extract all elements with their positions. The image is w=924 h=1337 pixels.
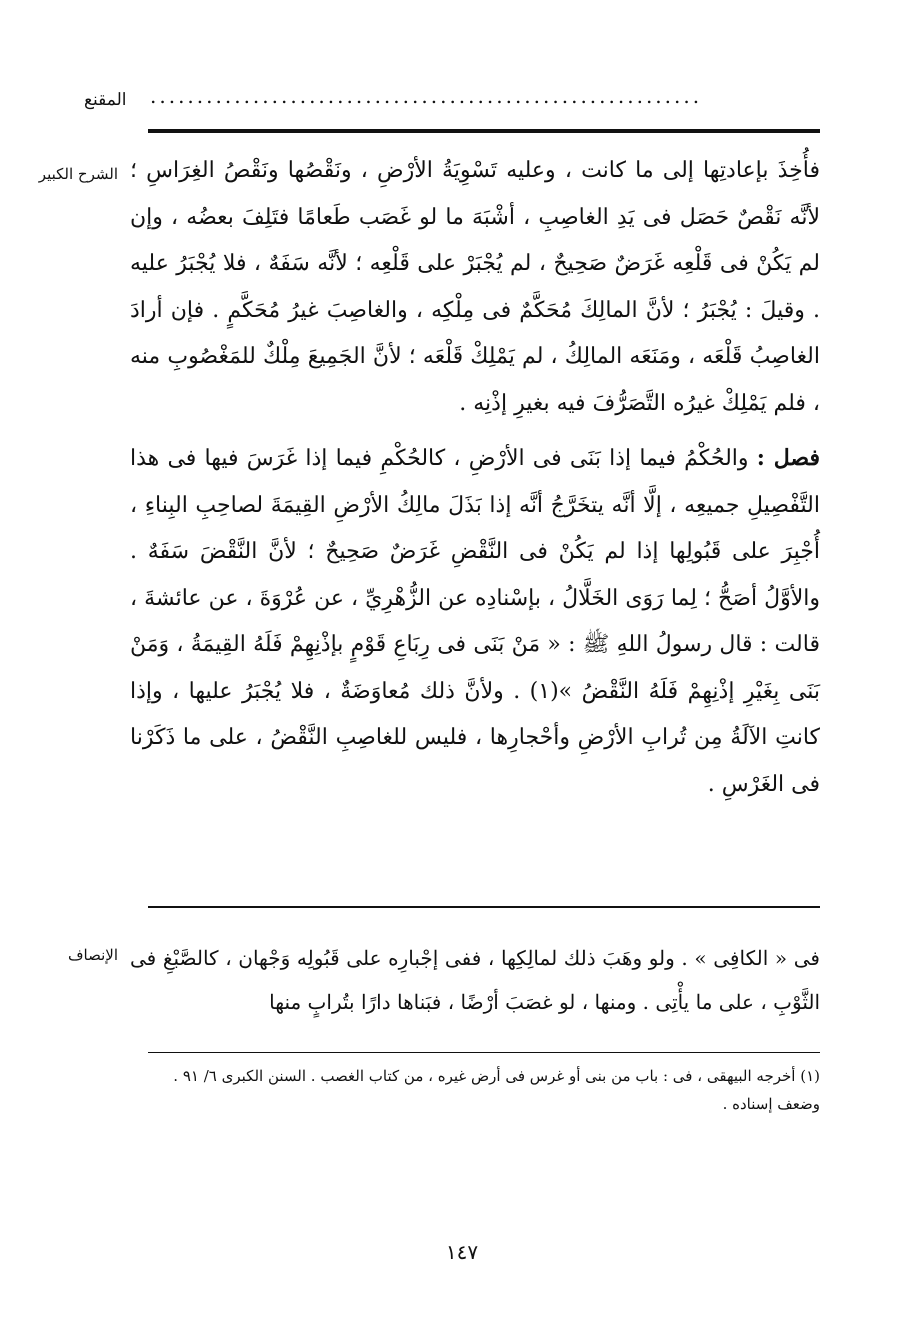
page-number: ١٤٧ (445, 1240, 479, 1264)
fasl-heading: فصل : (756, 445, 820, 471)
paragraph-2 (130, 435, 820, 808)
section-divider (148, 906, 820, 908)
footnote-rule (148, 1052, 820, 1053)
paragraph-1: فأُخِذَ بإعادتِها إلى ما كانت ، وعليه تَسْوِيَةُ الأرْضِ ، ونَقْصُها ونَقْصُ الغِرَاسِ ؛ لأنَّه نَقْصٌ حَصَل فى يَدِ الغاصِبِ ، أشْبَهَ ما لو غَصَب طَعامًا فتَلِفَ بعضُه ، وإن لم يَكُنْ فى قَلْعِه غَرَضٌ صَحِيحٌ ، لم يُجْبَرْ على قَلْعِه ؛ لأنَّه سَفَهٌ ، فلا يُجْبَرُ عليه . وقيلَ : يُجْبَرُ ؛ لأنَّ المالِكَ مُحَكَّمٌ فى مِلْكِه ، والغاصِبَ غيرُ مُحَكَّمٍ . فإن أرادَ الغاصِبُ قَلْعَه ، ومَنَعَه المالِكُ ، لم يَمْلِكْ قَلْعَه ؛ لأنَّ الجَمِيعَ مِلْكٌ للمَغْصُوبِ منه ، فلم يَمْلِكْ غيرُه التَّصَرُّفَ فيه بغيرِ إذْنِه . (130, 158, 820, 416)
commentary-text (130, 148, 820, 808)
header-rule (148, 129, 820, 133)
paragraph-2-text: والحُكْمُ فيما إذا بَنَى فى الأرْضِ ، كالحُكْمِ فيما إذا غَرَسَ فيها فى هذا التَّفْصِيلِ جميعِه ، إلَّا أنَّه يتخَرَّجُ أنَّه إذا بَذَلَ مالِكُ الأرْضِ القِيمَةَ لصاحِبِ البِناءِ ، أُجْبِرَ على قَبُولِها إذا لم يَكُنْ فى النَّقْضِ غَرَضٌ صَحِيحٌ ؛ لأنَّ النَّقْضَ سَفَهٌ . والأوَّلُ أصَحُّ ؛ لِما رَوَى الخَلَّالُ ، بإسْنادِه عن الزُّهْرِيِّ ، عن عُرْوَةَ ، عن عائشةَ ، قالت : قال رسولُ اللهِ ﷺ : « مَنْ بَنَى فى رِبَاعِ قَوْمٍ بإذْنِهِمْ فَلَهُ القِيمَةُ ، وَمَنْ بَنَى بِغَيْرِ إذْنِهِمْ فَلَهُ النَّقْضُ »(١) . ولأنَّ ذلك مُعاوَضَةٌ ، فلا يُجْبَرُ عليها ، وإذا كانتِ الآلَةُ مِن تُرابِ الأرْضِ وأحْجارِها ، فليس للغاصِبِ النَّقْضُ ، على ما ذَكَرْنا فى الغَرْسِ . (130, 446, 820, 797)
book-title: المقنع (84, 90, 127, 110)
insaf-label: الإنصاف (67, 946, 118, 964)
footnote: (١) أخرجه البيهقى ، فى : باب من بنى أو غرس فى أرض غيره ، من كتاب الغصب . السنن الكبرى ٦/ ٩١ . وضعف إسناده . (173, 1067, 820, 1113)
insaf-text: فى « الكافِى » . ولو وهَبَ ذلك لمالِكِها ، ففى إجْبارِه على قَبُولِه وَجْهان ، كالصَّبْغِ فى الثَّوْبِ ، على ما يأْتِى . ومنها ، لو غصَبَ أرْضًا ، فبَناها دارًا بتُرابٍ منها (130, 946, 820, 1014)
header-leader-dots: ........................................................... (150, 84, 703, 108)
commentary-label: الشرح الكبير (38, 165, 118, 183)
